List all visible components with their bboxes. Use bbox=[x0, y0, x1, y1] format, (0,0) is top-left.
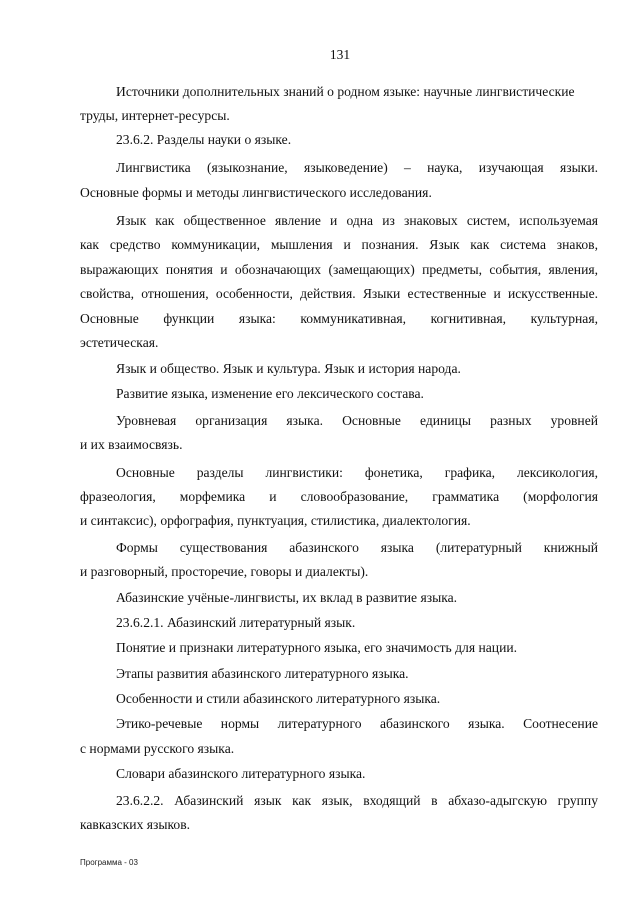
text-line: Абазинские учёные-лингвисты, их вклад в развитие языка. bbox=[116, 590, 458, 605]
text-line: кавказских языков. bbox=[80, 817, 191, 832]
text-line: и разговорный, просторечие, говоры и диалекты). bbox=[80, 564, 369, 579]
text-line: Этико-речевые нормы литературного абазинского языка. Соотнесение bbox=[116, 716, 598, 731]
text-line: и их взаимосвязь. bbox=[80, 437, 183, 452]
text-line: Язык как общественное явление и одна из знаковых систем, используемая bbox=[116, 213, 598, 228]
text-line: Основные разделы лингвистики: фонетика, графика, лексикология, bbox=[116, 465, 598, 480]
text-line: свойства, отношения, особенности, действия. Языки естественные и искусственные. bbox=[80, 286, 598, 301]
text-line: с нормами русского языка. bbox=[80, 741, 235, 756]
text-line: Формы существования абазинского языка (литературный книжный bbox=[116, 540, 598, 555]
text-line: Словари абазинского литературного языка. bbox=[116, 766, 366, 781]
text-line: Развитие языка, изменение его лексического состава. bbox=[116, 386, 424, 401]
text-line: фразеология, морфемика и словообразование, грамматика (морфология bbox=[80, 489, 598, 504]
text-line: Лингвистика (языкознание, языковедение) – наука, изучающая языки. bbox=[116, 160, 598, 175]
text-line: Источники дополнительных знаний о родном языке: научные лингвистические bbox=[116, 84, 575, 99]
text-line: Понятие и признаки литературного языка, его значимость для нации. bbox=[116, 640, 518, 655]
text-line: Язык и общество. Язык и культура. Язык и история народа. bbox=[116, 361, 461, 376]
footer-label: Программа - 03 bbox=[80, 858, 138, 867]
text-line: эстетическая. bbox=[80, 335, 159, 350]
section-heading: 23.6.2. Разделы науки о языке. bbox=[116, 132, 292, 147]
text-line: Основные функции языка: коммуникативная, когнитивная, культурная, bbox=[80, 311, 598, 326]
text-line: как средство коммуникации, мышления и познания. Язык как система знаков, bbox=[80, 237, 598, 252]
text-line: труды, интернет-ресурсы. bbox=[80, 108, 230, 123]
text-line: и синтаксис), орфография, пунктуация, стилистика, диалектология. bbox=[80, 513, 471, 528]
section-heading: 23.6.2.2. Абазинский язык как язык, входящий в абхазо-адыгскую группу bbox=[116, 793, 598, 808]
text-line: выражающих понятия и обозначающих (замещающих) предметы, события, явления, bbox=[80, 262, 598, 277]
text-line: Этапы развития абазинского литературного языка. bbox=[116, 666, 409, 681]
text-line: Уровневая организация языка. Основные единицы разных уровней bbox=[116, 413, 598, 428]
text-line: Основные формы и методы лингвистического исследования. bbox=[80, 185, 432, 200]
section-heading: 23.6.2.1. Абазинский литературный язык. bbox=[116, 615, 356, 630]
text-line: Особенности и стили абазинского литературного языка. bbox=[116, 691, 441, 706]
page-number: 131 bbox=[329, 47, 351, 62]
